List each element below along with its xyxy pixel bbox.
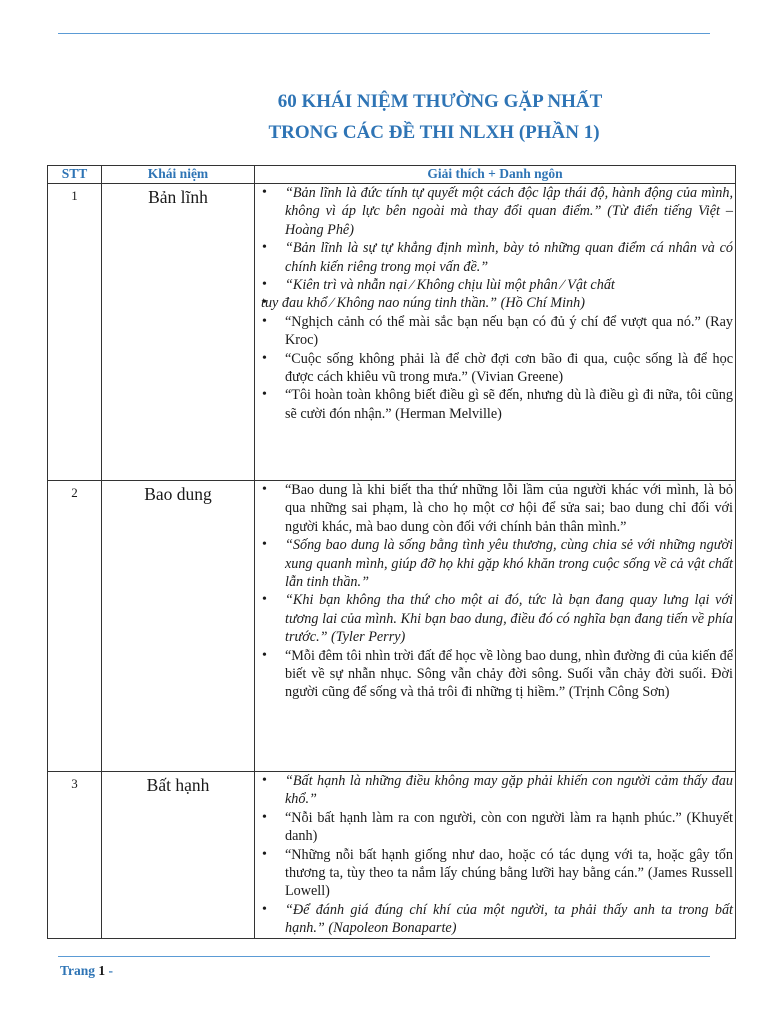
footer-suffix: -: [108, 963, 114, 978]
quote-item: • “Bản lĩnh là đức tính tự quyết một cách độc lập thái độ, hành động của mình, không vì áp lực bên ngoài mà thay đổi quan điểm.” (Từ điển tiếng Việt – Hoàng Phê): [261, 184, 733, 239]
quote-list: [261, 481, 733, 702]
quote-item: • “Kiên trì và nhẫn nại ∕ Không chịu lùi một phân ∕ Vật chất: [261, 276, 733, 294]
explanation-cell: [255, 481, 736, 772]
footer-label: Trang: [60, 963, 96, 978]
quote-item: • “Cuộc sống không phải là để chờ đợi cơn bão đi qua, cuộc sống là để học được cách khiêu vũ trong mưa.” (Vivian Greene): [261, 350, 733, 387]
explanation-cell: [255, 184, 736, 481]
explanation-cell: [255, 772, 736, 939]
quote-item-continuation: • tuy đau khổ ∕ Không nao núng tinh thần.” (Hồ Chí Minh): [261, 294, 733, 312]
quote-item: • “Bao dung là khi biết tha thứ những lỗi lầm của người khác với mình, là bỏ qua những sai phạm, là cho họ một cơ hội để sửa sai; bao dung chỉ đối với người khác, mà bao dung còn đối với chính bản thân mình.”: [261, 481, 733, 536]
quote-item: • “Mỗi đêm tôi nhìn trời đất để học về lòng bao dung, nhìn đường đi của kiến để biết về sự nhẫn nhục. Sông vẫn chảy đời sông. Suối vẫn chảy đời suối. Đời người cũng để sống và thả trôi đi những tị hiềm.” (Trịnh Công Sơn): [261, 647, 733, 702]
concept-table: [47, 165, 736, 939]
footer-rule: [58, 956, 710, 957]
quote-item: • “Nỗi bất hạnh làm ra con người, còn con người làm ra hạnh phúc.” (Khuyết danh): [261, 809, 733, 846]
page-footer: [60, 963, 113, 979]
header-concept: Khái niệm: [102, 166, 255, 184]
table-row: [48, 772, 736, 939]
quote-item: • “Bản lĩnh là sự tự khẳng định mình, bày tỏ những quan điểm cá nhân và có chính kiến riêng trong mọi vấn đề.”: [261, 239, 733, 276]
concept-name: Bất hạnh: [102, 772, 255, 939]
quote-item: • “Sống bao dung là sống bằng tình yêu thương, cùng chia sẻ với những người xung quanh mình, giúp đỡ họ khi gặp khó khăn trong cuộc sống về cả vật chất lẫn tinh thần.”: [261, 536, 733, 591]
page-number: 1: [98, 963, 106, 978]
table-row: [48, 184, 736, 481]
page-title-line-1: 60 KHÁI NIỆM THƯỜNG GẶP NHẤT: [277, 91, 603, 112]
header-stt: STT: [48, 166, 102, 184]
quote-item: • “Nghịch cảnh có thể mài sắc bạn nếu bạn có đủ ý chí để vượt qua nó.” (Ray Kroc): [261, 313, 733, 350]
header-explanation: Giải thích + Danh ngôn: [255, 166, 736, 184]
concept-name: Bản lĩnh: [102, 184, 255, 481]
quote-item: • “Tôi hoàn toàn không biết điều gì sẽ đến, nhưng dù là điều gì đi nữa, tôi cũng sẽ cười đón nhận.” (Herman Melville): [261, 386, 733, 423]
quote-item: • “Để đánh giá đúng chí khí của một người, ta phải thấy anh ta trong bất hạnh.” (Napoleon Bonaparte): [261, 901, 733, 938]
quote-item: • “Khi bạn không tha thứ cho một ai đó, tức là bạn đang quay lưng lại với tương lai của mình. Khi bạn bao dung, điều đó có nghĩa bạn đang tiến về phía trước.” (Tyler Perry): [261, 591, 733, 646]
header-rule: [58, 33, 710, 34]
table-row: [48, 481, 736, 772]
page-title-line-2: TRONG CÁC ĐỀ THI NLXH (PHẦN 1): [268, 122, 600, 143]
concept-name: Bao dung: [102, 481, 255, 772]
row-number: 2: [48, 481, 102, 772]
quote-list: [261, 772, 733, 938]
quote-item: • “Bất hạnh là những điều không may gặp phải khiến con người cảm thấy đau khổ.”: [261, 772, 733, 809]
quote-list: [261, 184, 733, 423]
table-header-row: [48, 166, 736, 184]
quote-item: • “Những nỗi bất hạnh giống như dao, hoặc có tác dụng với ta, hoặc gây tổn thương ta, tùy theo ta nắm lấy chúng bằng lưỡi hay bằng cán.” (James Russell Lowell): [261, 846, 733, 901]
row-number: 3: [48, 772, 102, 939]
row-number: 1: [48, 184, 102, 481]
